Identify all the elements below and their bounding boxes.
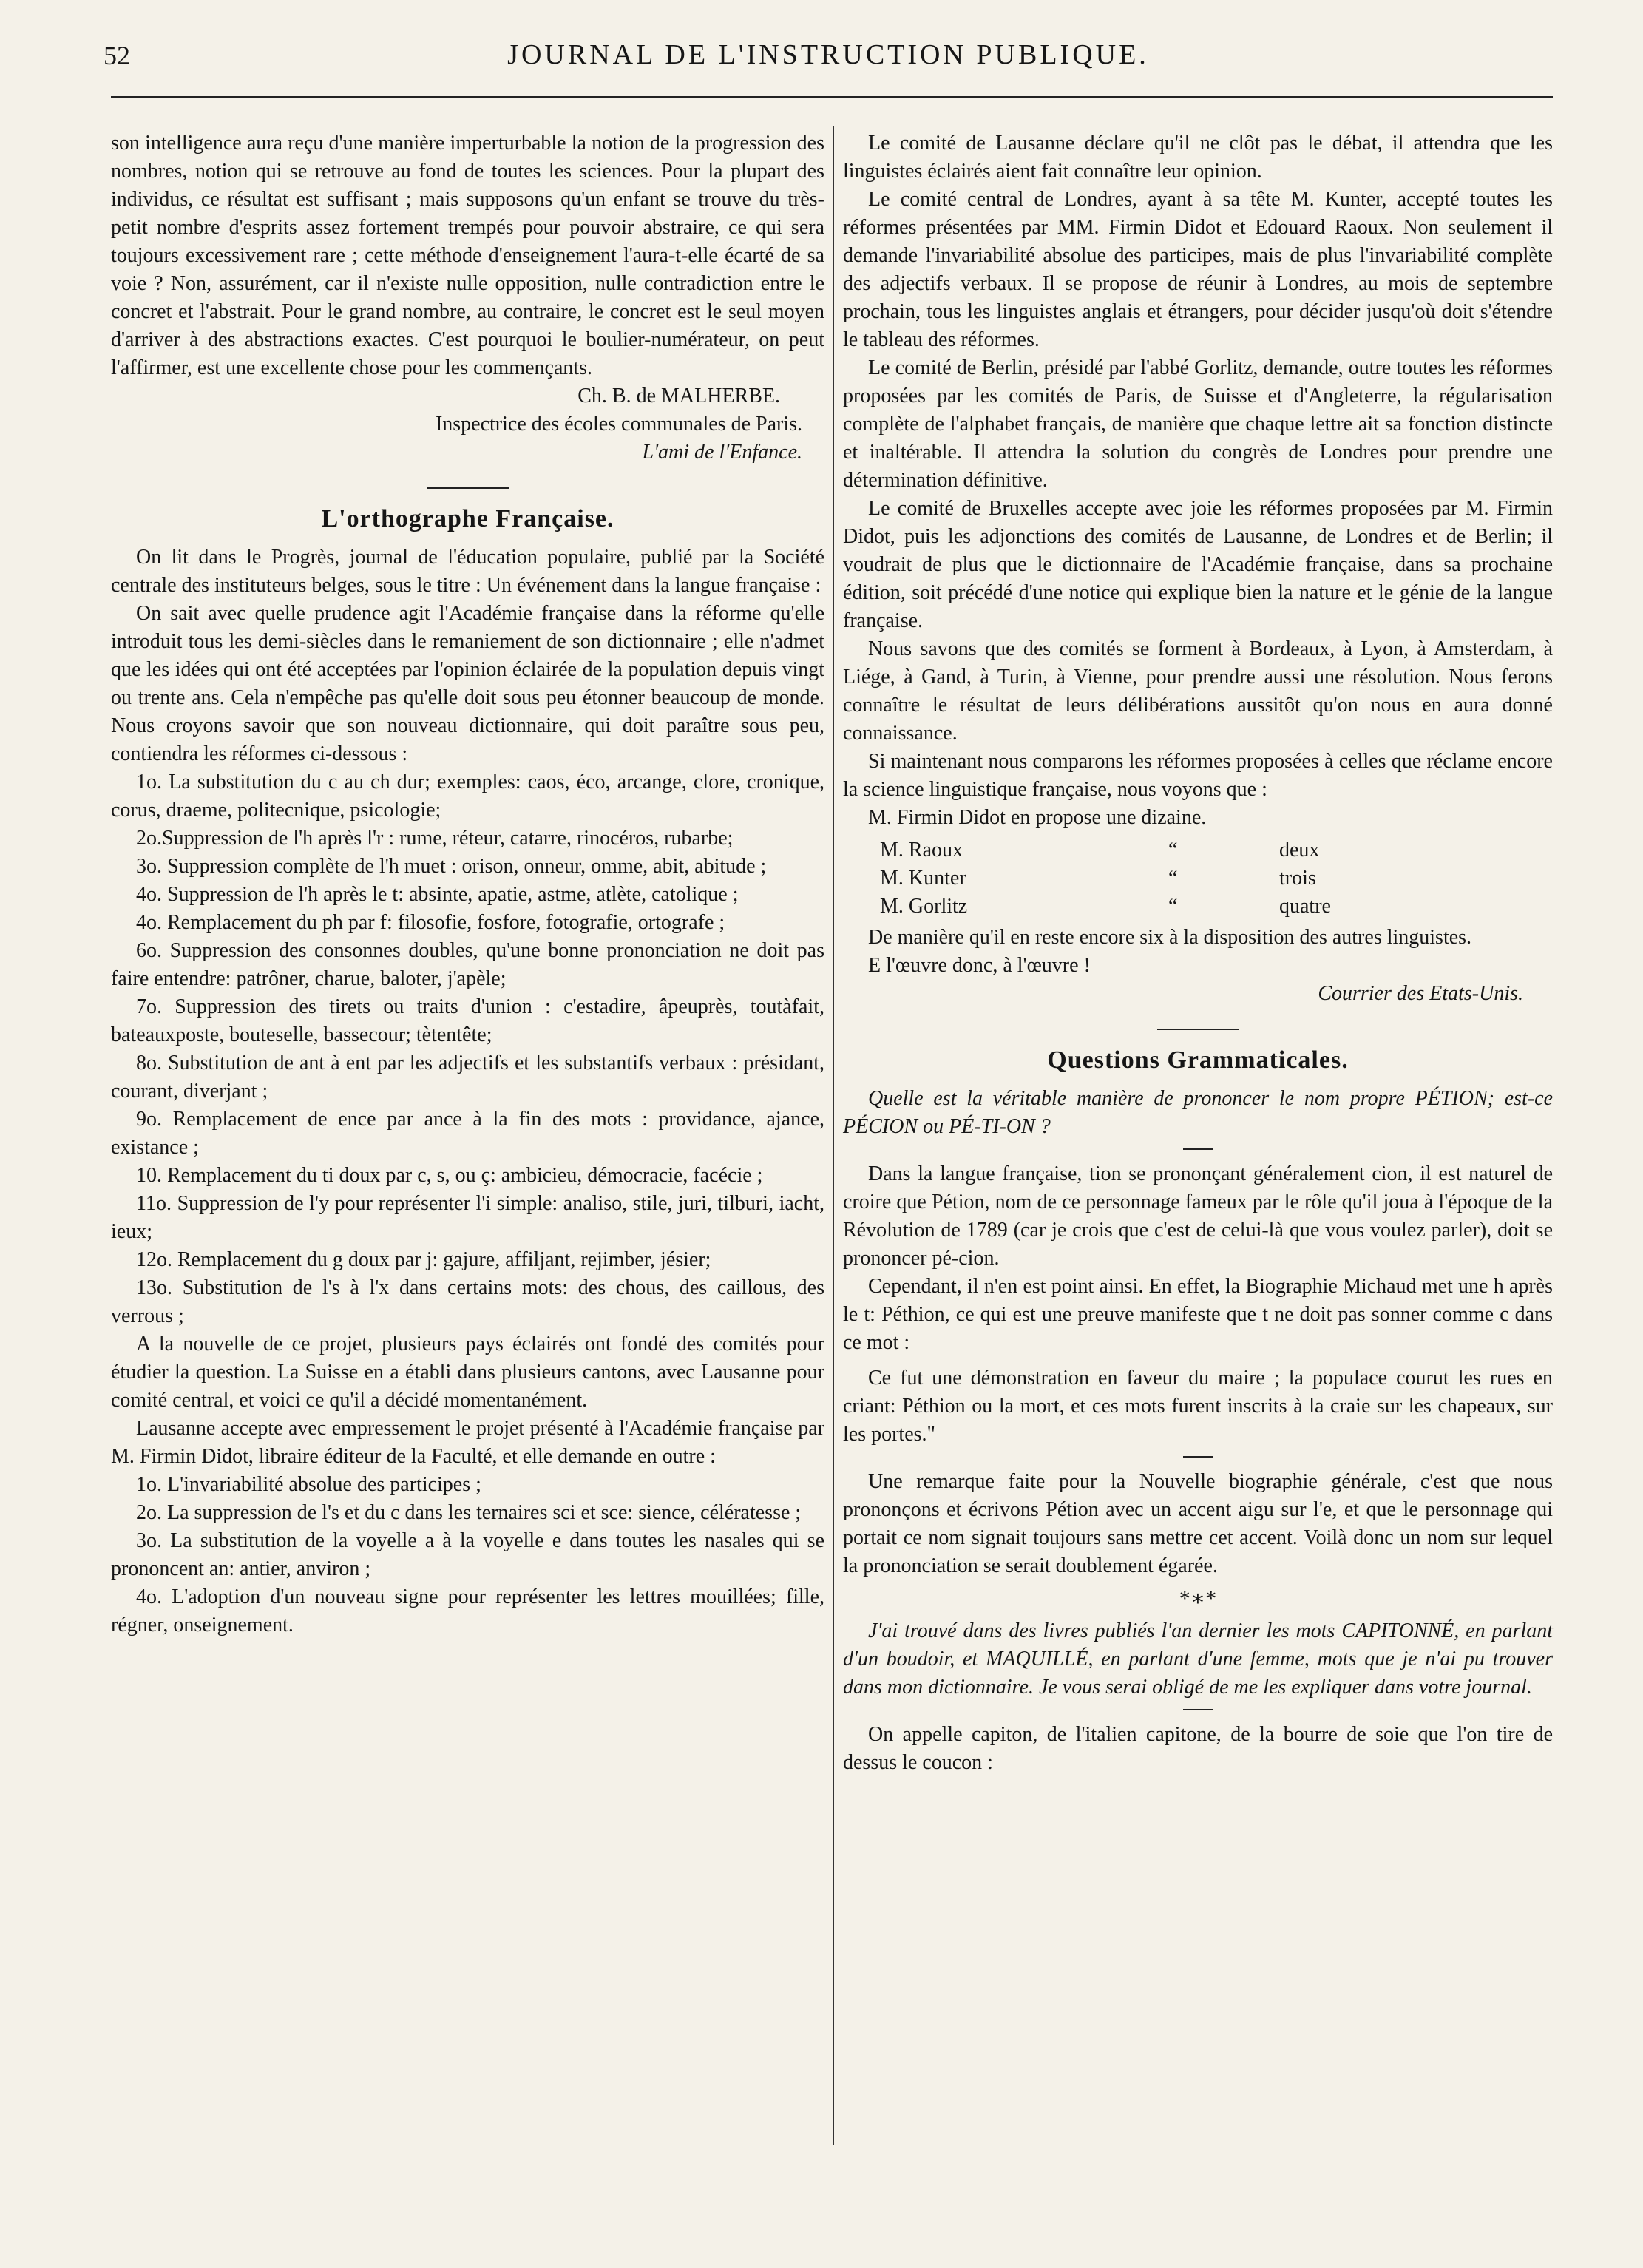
paragraph: Ce fut une démonstration en faveur du maire ; la populace courut les rues en criant: Péthion ou la mort, et ces mots furent inscrits à la craie sur les chapeaux, sur les portes." <box>843 1367 1553 1446</box>
column-divider <box>833 126 834 2145</box>
tally-ditto: “ <box>1168 895 1178 918</box>
tally-name: M. Raoux <box>880 839 963 861</box>
list-item: 8o. Substitution de ant à ent par les adjectifs et les substantifs verbaux : présidant, courant, diverjant ; <box>111 1052 824 1103</box>
paragraph: On appelle capiton, de l'italien capitone, de la bourre de soie que l'on tire de dessus le coucon : <box>843 1723 1553 1774</box>
table-row <box>880 864 1331 893</box>
tally-name: M. Kunter <box>880 867 966 890</box>
running-title: JOURNAL DE L'INSTRUCTION PUBLIQUE. <box>507 39 1149 70</box>
question-rule <box>1183 1709 1213 1710</box>
signature-source: L'ami de l'Enfance. <box>642 441 802 464</box>
list-item: 2o.Suppression de l'h après l'r : rume, réteur, catarre, rinocéros, rubarbe; <box>136 827 734 850</box>
question: Quelle est la véritable manière de prononcer le nom propre PÉTION; est-ce PÉCION ou PÉ-TI-ON ? <box>843 1087 1553 1138</box>
tally-table <box>880 836 1331 921</box>
list-item: 3o. La substitution de la voyelle a à la voyelle e dans toutes les nasales qui se prononcent an: antier, anviron ; <box>111 1529 824 1580</box>
right-column <box>843 129 1553 1777</box>
header-rule <box>111 96 1553 98</box>
section-rule <box>427 487 509 489</box>
paragraph: Le comité de Bruxelles accepte avec joie les réformes proposées par M. Firmin Didot, puis les adjonctions des comités de Lausanne, de Londres et de Berlin; il voudrait de plus que le dictionnaire de l'Académie française, dans sa prochaine édition, soit précédé d'une notice qui explique bien la nature et le génie de la langue française. <box>843 497 1553 632</box>
section-title: L'orthographe Française. <box>321 505 614 532</box>
paragraph: On lit dans le Progrès, journal de l'éducation populaire, publié par la Société centrale des instituteurs belges, sous le titre : Un événement dans la langue française : <box>111 546 824 597</box>
paragraph: Lausanne accepte avec empressement le projet présenté à l'Académie française par M. Firmin Didot, libraire éditeur de la Faculté, et elle demande en outre : <box>111 1417 824 1468</box>
list-item: 11o. Suppression de l'y pour représenter l'i simple: analiso, stile, juri, tilburi, iacht, ieux; <box>111 1192 824 1243</box>
tally-count: quatre <box>1279 895 1331 918</box>
paragraph: Si maintenant nous comparons les réformes proposées à celles que réclame encore la science linguistique française, nous voyons que : <box>843 750 1553 801</box>
paragraph: Le comité de Lausanne déclare qu'il ne clôt pas le débat, il attendra que les linguistes éclairés aient fait connaître leur opinion. <box>843 132 1553 183</box>
page-number: 52 <box>104 41 130 70</box>
table-row <box>880 893 1331 921</box>
paragraph: Dans la langue française, tion se prononçant généralement cion, il est naturel de croire que Pétion, nom de ce personnage fameux par le rôle qu'il joua à l'époque de la Révolution de 1789 (car je crois que c'est de celui-là que vous voulez parler), doit se prononcer pé-cion. <box>843 1162 1553 1270</box>
tally-ditto: “ <box>1168 839 1178 861</box>
list-item: 12o. Remplacement du g doux par j: gajure, affiljant, rejimber, jésier; <box>136 1248 711 1271</box>
paragraph: Nous savons que des comités se forment à Bordeaux, à Lyon, à Amsterdam, à Liége, à Gand, à Turin, à Vienne, pour prendre aussi une résolution. Nous ferons connaître le résultat de leurs délibérations aussitôt qu'on nous en aura donné connaissance. <box>843 637 1553 745</box>
list-item: 4o. Remplacement du ph par f: filosofie, fosfore, fotografie, ortografe ; <box>136 911 725 934</box>
list-item: 10. Remplacement du ti doux par c, s, ou ç: ambicieu, démocracie, facécie ; <box>136 1164 763 1187</box>
tally-name: M. Gorlitz <box>880 895 968 918</box>
list-item: 3o. Suppression complète de l'h muet : orison, onneur, omme, abit, abitude ; <box>136 855 767 878</box>
list-item: 13o. Substitution de l's à l'x dans certains mots: des chous, des caillous, des verrous ; <box>111 1276 824 1327</box>
paragraph: Une remarque faite pour la Nouvelle biographie générale, c'est que nous prononçons et écrivons Pétion avec un accent aigu sur l'e, et que le personnage qui portait ce nom signait toujours sans mettre cet accent. Voilà donc un nom sur lequel la prononciation se serait doublement égarée. <box>843 1470 1553 1577</box>
list-item: 6o. Suppression des consonnes doubles, qu'une bonne prononciation ne doit pas faire entendre: patrôner, charue, baloter, j'apèle; <box>111 939 824 990</box>
section-rule <box>1157 1029 1239 1030</box>
list-item: 9o. Remplacement de ence par ance à la fin des mots : providance, ajance, existance ; <box>111 1108 824 1159</box>
paragraph: On sait avec quelle prudence agit l'Académie française dans la réforme qu'elle introduit tous les demi-siècles dans le remaniement de son dictionnaire ; elle n'admet que les idées qui ont été acceptées par l'opinion éclairée de la population depuis vingt ou trente ans. Cela n'empêche pas qu'elle doit sous peu étonner beaucoup de monde. Nous croyons savoir que son nouveau dictionnaire, qui doit paraître sous peu, contiendra les réformes ci-dessous : <box>111 602 824 765</box>
section-title: Questions Grammaticales. <box>1047 1046 1349 1074</box>
question: J'ai trouvé dans des livres publiés l'an dernier les mots CAPITONNÉ, en parlant d'un boudoir, et MAQUILLÉ, en parlant d'une femme, mots que je n'ai pu trouver dans mon dictionnaire. Je vous serai obligé de me les expliquer dans votre journal. <box>843 1619 1553 1699</box>
paragraph: son intelligence aura reçu d'une manière imperturbable la notion de la progression des nombres, notion qui se retrouve au fond de toutes les sciences. Pour la plupart des individus, ce résultat est suffisant ; mais supposons qu'un enfant se trouve du très-petit nombre d'esprits assez fortement trempés pour pouvoir abstraire, ce qui sera toujours excessivement rare ; cette méthode d'enseignement l'aura-t-elle écarté de sa voie ? Non, assurément, car il n'existe nulle opposition, nulle contradiction entre le concret et l'abstrait. Pour le grand nombre, au contraire, le concret est le seul moyen d'arriver à des abstractions exactes. C'est pourquoi le boulier-numérateur, on peut l'affirmer, est une excellente chose pour les commençants. <box>111 132 824 379</box>
signature-name: Ch. B. de MALHERBE. <box>577 385 780 407</box>
list-item: 1o. La substitution du c au ch dur; exemples: caos, éco, arcange, clore, cronique, corus, draeme, politecnique, psicologie; <box>111 771 824 822</box>
paragraph: Le comité central de Londres, ayant à sa tête M. Kunter, accepté toutes les réformes présentées par MM. Firmin Didot et Edouard Raoux. Non seulement il demande l'invariabilité absolue des participes, mais de plus l'invariabilité complète des adjectifs verbaux. Il se propose de réunir à Londres, au mois de septembre prochain, tous les linguistes anglais et étrangers, pour décider jusqu'où doit s'étendre le tableau des réformes. <box>843 188 1553 351</box>
tally-count: deux <box>1279 839 1320 861</box>
list-item: 4o. L'adoption d'un nouveau signe pour représenter les lettres mouillées; fille, régner, onseignement. <box>111 1585 824 1636</box>
list-item: 1o. L'invariabilité absolue des participes ; <box>136 1473 481 1496</box>
asterism: *∗* <box>1179 1586 1217 1611</box>
tally-ditto: “ <box>1168 867 1178 890</box>
paragraph: A la nouvelle de ce projet, plusieurs pays éclairés ont fondé des comités pour étudier la question. La Suisse en a établi dans plusieurs cantons, avec Lausanne pour comité central, et voici ce qu'il a décidé momentanément. <box>111 1333 824 1412</box>
paragraph: E l'œuvre donc, à l'œuvre ! <box>868 954 1091 977</box>
tally-count: trois <box>1279 867 1316 890</box>
question-rule <box>1183 1148 1213 1150</box>
answer-rule <box>1183 1456 1213 1458</box>
table-row <box>880 836 1331 864</box>
paragraph: De manière qu'il en reste encore six à la disposition des autres linguistes. <box>868 926 1472 949</box>
paragraph: Cependant, il n'en est point ainsi. En effet, la Biographie Michaud met une h après le t: Péthion, ce qui est une preuve manifeste que t ne doit pas sonner comme c dans ce mot : <box>843 1275 1553 1354</box>
list-item: 7o. Suppression des tirets ou traits d'union : c'estadire, âpeuprès, toutàfait, bateauxposte, bouteselle, bassecour; tètentête; <box>111 995 824 1046</box>
list-item: 2o. La suppression de l's et du c dans les ternaires sci et sce: sience, célératesse ; <box>136 1501 802 1524</box>
left-column <box>111 129 824 1639</box>
signature-title: Inspectrice des écoles communales de Paris. <box>435 413 802 436</box>
paragraph: Le comité de Berlin, présidé par l'abbé Gorlitz, demande, outre toutes les réformes proposées par les comités de Paris, de Suisse et d'Angleterre, la régularisation complète de l'alphabet français, de manière que chaque lettre ait sa fonction distincte et inaltérable. Il attendra la solution du congrès de Londres pour prendre une détermination définitive. <box>843 356 1553 492</box>
page-header <box>104 35 1553 80</box>
tally-line: M. Firmin Didot en propose une dizaine. <box>868 806 1207 829</box>
list-item: 4o. Suppression de l'h après le t: absinte, apatie, astme, atlète, catolique ; <box>136 883 739 906</box>
signature-source: Courrier des Etats-Unis. <box>1318 982 1523 1005</box>
